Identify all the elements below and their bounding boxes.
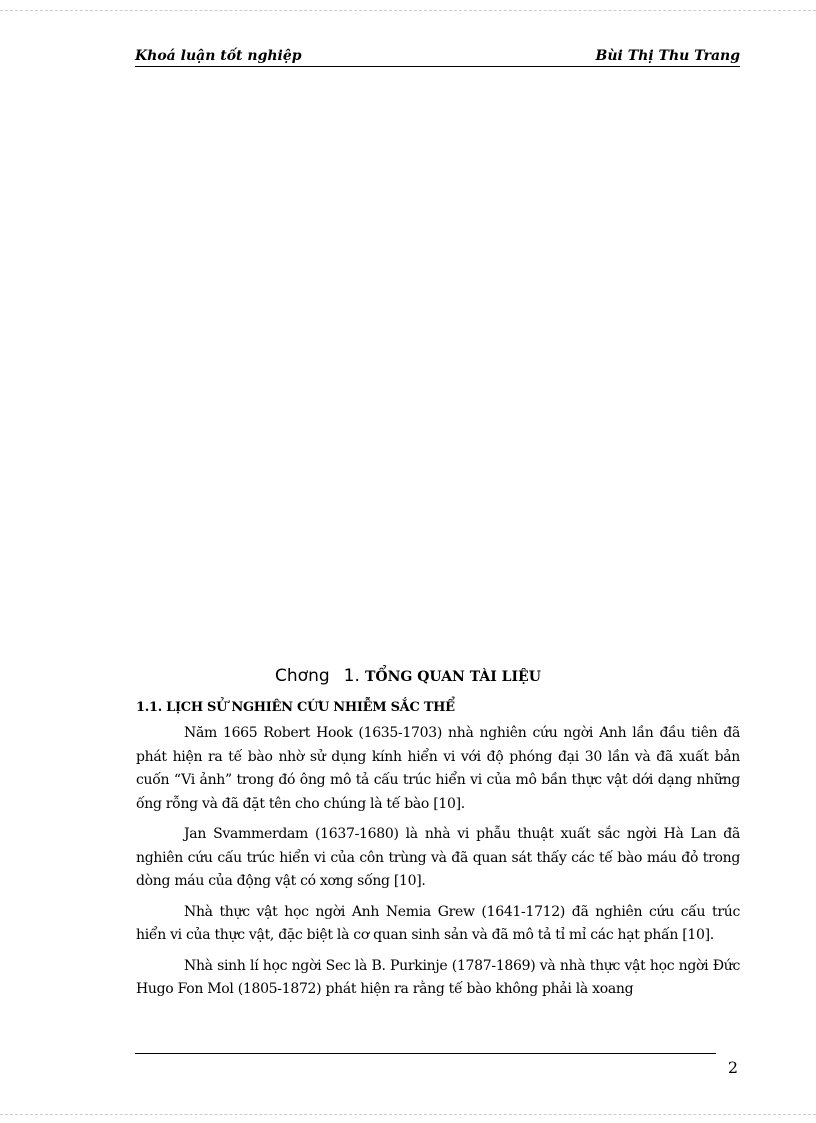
paragraph: Năm 1665 Robert Hook (1635-1703) nhà nghiên cứu ngời Anh lần đầu tiên đã phát hiện ra tế bào nhờ sử dụng kính hiển vi với độ phóng đại 30 lần và đã xuất bản cuốn “Vi ảnh” trong đó ông mô tả cấu trúc hiển vi của mô bần thực vật dới dạng những ống rỗng và đã đặt tên cho chúng là tế bào [10].	[136, 725, 740, 812]
header-author-name: Bùi Thị Thu Trang	[595, 48, 740, 64]
chapter-word: Chơng	[275, 666, 330, 686]
section-heading: 1.1. LỊCH SỬ NGHIÊN CỨU NHIỄM SẮC THỂ	[136, 700, 455, 715]
chapter-heading	[0, 666, 816, 686]
page-edge-bottom	[0, 1114, 816, 1115]
chapter-number: 1.	[343, 666, 360, 686]
paragraph: Jan Svammerdam (1637-1680) là nhà vi phẫu thuật xuất sắc ngời Hà Lan đã nghiên cứu cấu trúc hiển vi của côn trùng và đã quan sát thấy các tế bào máu đỏ trong dòng máu của động vật có xơng sống [10].	[136, 826, 740, 889]
body-text	[136, 722, 740, 1009]
chapter-title: TỔNG QUAN TÀI LIỆU	[364, 669, 541, 685]
page-number: 2	[727, 1058, 738, 1077]
paragraph: Nhà sinh lí học ngời Sec là B. Purkinje (1787-1869) và nhà thực vật học ngời Đức Hugo Fon Mol (1805-1872) phát hiện ra rằng tế bào không phải là xoang	[136, 957, 740, 997]
page-edge-top	[0, 10, 816, 11]
running-header	[135, 46, 740, 67]
footer-rule	[135, 1053, 716, 1054]
paragraph: Nhà thực vật học ngời Anh Nemia Grew (1641-1712) đã nghiên cứu cấu trúc hiển vi của thực vật, đặc biệt là cơ quan sinh sản và đã mô tả tỉ mỉ các hạt phấn [10].	[136, 903, 740, 943]
header-thesis-title: Khoá luận tốt nghiệp	[135, 48, 302, 64]
